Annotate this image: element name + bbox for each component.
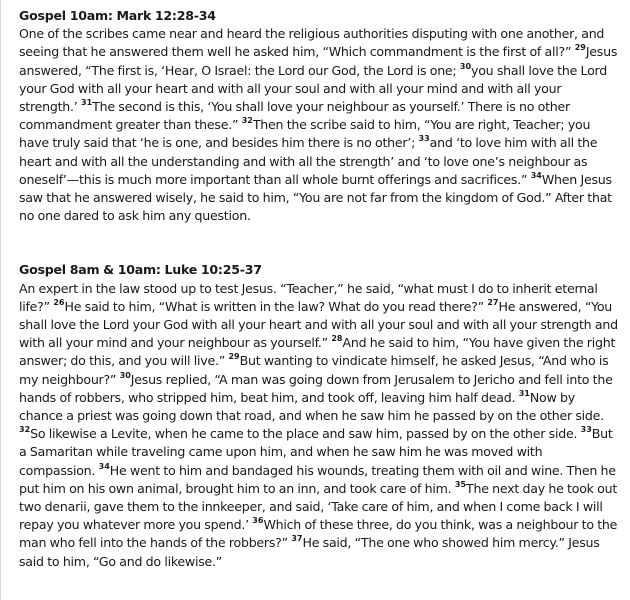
verse-number: 37 [291, 534, 303, 544]
verse-number: 32 [241, 116, 253, 126]
verse-text: The next day he took out two denarii, gave them to the innkeeper, and said, ‘Take care of him, and when I come back I will repay you whatever more you spend.’ [19, 480, 618, 533]
verse-number: 31 [81, 98, 93, 108]
reading-body [19, 25, 619, 225]
reading-heading: Gospel 10am: Mark 12:28-34 [19, 8, 216, 23]
verse-text: Jesus answered, “The first is, ‘Hear, O Israel: the Lord our God, the Lord is one; [19, 44, 618, 78]
verse-text: But a Samaritan while traveling came upon him, and when he saw him he was moved with compassion. [19, 426, 613, 478]
verse-text: When Jesus saw that he answered wisely, he said to him, “You are not far from the kingdom of God.” After that no one dared to ask him any question. [19, 171, 612, 224]
reading-mark [19, 7, 619, 225]
reading-heading: Gospel 8am & 10am: Luke 10:25-37 [19, 262, 262, 278]
verse-text: you shall love the Lord your God with all your heart and with all your soul and with all your mind and with all your strength.’ [19, 62, 607, 115]
verse-number: 27 [487, 297, 499, 307]
verse-number: 26 [53, 297, 65, 307]
verse-number: 35 [454, 479, 467, 489]
verse-text: So likewise a Levite, when he came to the place and saw him, passed by on the other side. [30, 426, 581, 442]
document-page [19, 7, 619, 571]
verse-text: The second is this, ‘You shall love your neighbour as yourself.’ There is no other commandment greater than these.” [19, 99, 570, 133]
verse-text: One of the scribes came near and heard the religious authorities disputing with one another, and seeing that he answered them well he asked him, “Which commandment is the first of all?” [19, 26, 605, 60]
verse-text: Which of these three, do you think, was a neighbour to the man who fell into the hands of the robbers?” [19, 517, 618, 551]
verse-number: 33 [580, 425, 592, 435]
verse-text: An expert in the law stood up to test Jesus. “Teacher,” he said, “what must I do to inherit eternal life?” [19, 280, 598, 314]
reading-luke [19, 261, 619, 570]
verse-text: He went to him and bandaged his wounds, treating them with oil and wine. Then he put him on his own animal, brought him to an inn, and took care of him. [19, 462, 616, 496]
verse-number: 34 [98, 461, 110, 471]
verse-number: 30 [459, 61, 472, 71]
verse-text: Then the scribe said to him, “You are right, Teacher; you have truly said that ‘he is one, and besides him there is no other’; [19, 117, 591, 151]
verse-number: 36 [252, 516, 264, 526]
verse-number: 28 [331, 334, 343, 344]
verse-text: Now by chance a priest was going down that road, and when he saw him he passed by on the other side. [19, 389, 604, 424]
verse-number: 29 [228, 352, 240, 362]
verse-number: 32 [19, 425, 31, 435]
verse-number: 34 [530, 170, 542, 180]
verse-number: 29 [574, 43, 586, 53]
verse-text: But wanting to vindicate himself, he asked Jesus, “And who is my neighbour?” [19, 353, 609, 387]
reading-body [19, 280, 619, 571]
verse-text: And he said to him, “You have given the right answer; do this, and you will live.” [19, 335, 616, 369]
verse-text: Jesus replied, “A man was going down from Jerusalem to Jericho and fell into the hands of robbers, who stripped him, beat him, and took off, leaving him half dead. [19, 371, 613, 405]
verse-number: 33 [418, 134, 430, 144]
verse-text: He said to him, “What is written in the law? What do you read there?” [64, 298, 488, 314]
verse-number: 31 [518, 388, 530, 398]
verse-text: and ‘to love him with all the heart and with all the understanding and with all the strength’ and ‘to love one’s neighbour as oneself’—this is much more important than all whole burnt offerings and sacrifices.” [19, 135, 598, 187]
verse-text: He said, “The one who showed him mercy.” Jesus said to him, “Go and do likewise.” [19, 535, 600, 569]
verse-number: 30 [119, 370, 131, 380]
verse-text: He answered, “You shall love the Lord your God with all your heart and with all your soul and with all your strength and with all your mind and your neighbour as yourself.” [19, 298, 618, 351]
